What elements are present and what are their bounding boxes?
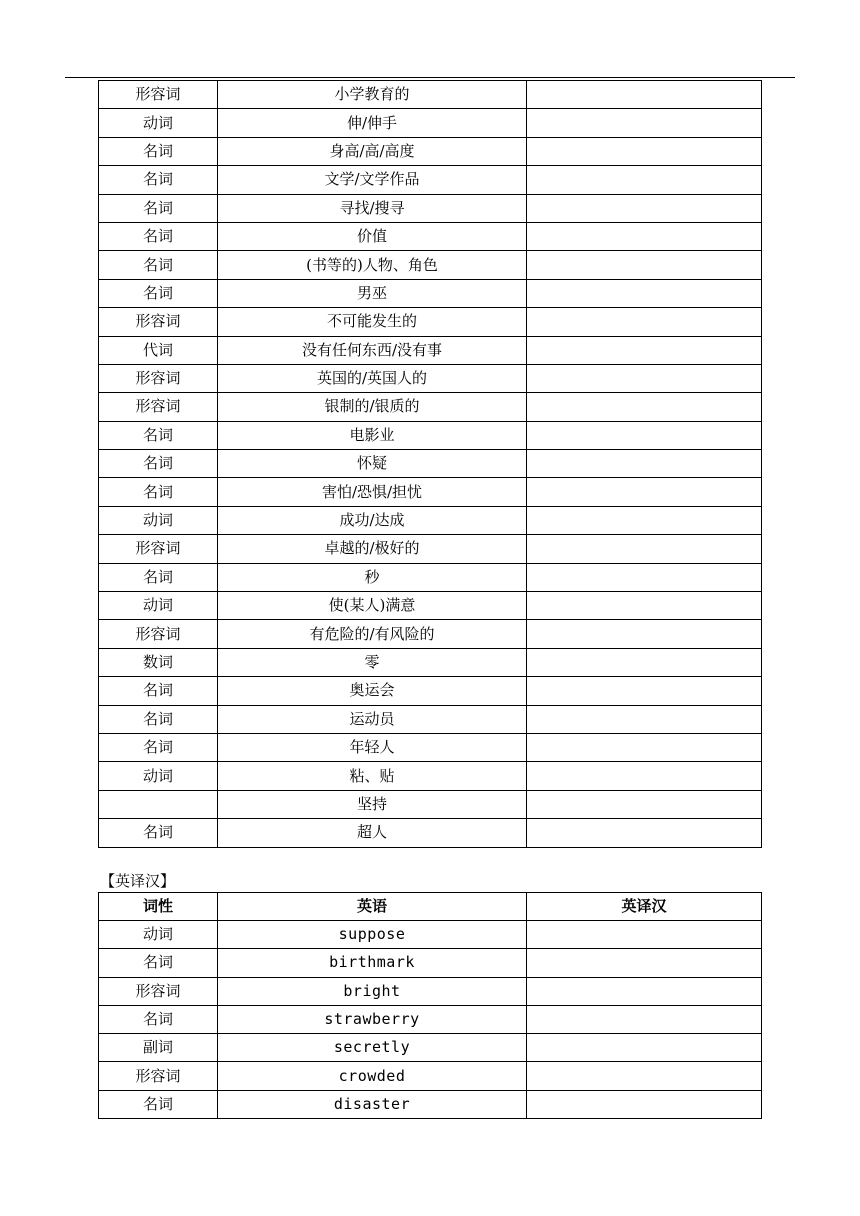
table-row [99,137,762,165]
part-of-speech-cell: 形容词 [99,393,218,421]
answer-cell[interactable] [527,620,762,648]
answer-cell[interactable] [527,1090,762,1118]
table-row [99,949,762,977]
part-of-speech-cell: 动词 [99,762,218,790]
answer-cell[interactable] [527,733,762,761]
table-row [99,819,762,847]
chinese-meaning-cell: 身高/高/高度 [218,137,527,165]
chinese-meaning-cell: 零 [218,648,527,676]
answer-cell[interactable] [527,450,762,478]
chinese-meaning-cell: 小学教育的 [218,81,527,109]
answer-cell[interactable] [527,166,762,194]
part-of-speech-cell: 名词 [99,733,218,761]
part-of-speech-cell: 形容词 [99,1062,218,1090]
part-of-speech-cell: 名词 [99,450,218,478]
english-word-cell: bright [218,977,527,1005]
chinese-meaning-cell: 年轻人 [218,733,527,761]
part-of-speech-cell: 动词 [99,109,218,137]
table-row [99,1005,762,1033]
chinese-meaning-cell: 伸/伸手 [218,109,527,137]
answer-cell[interactable] [527,819,762,847]
chinese-meaning-cell: 银制的/银质的 [218,393,527,421]
part-of-speech-cell: 名词 [99,563,218,591]
part-of-speech-cell: 形容词 [99,535,218,563]
answer-cell[interactable] [527,535,762,563]
table-row [99,648,762,676]
table-row [99,535,762,563]
answer-cell[interactable] [527,251,762,279]
chinese-meaning-cell: 有危险的/有风险的 [218,620,527,648]
chinese-meaning-cell: 坚持 [218,790,527,818]
answer-cell[interactable] [527,592,762,620]
table-row [99,478,762,506]
english-word-cell: crowded [218,1062,527,1090]
answer-cell[interactable] [527,364,762,392]
part-of-speech-cell: 名词 [99,705,218,733]
answer-cell[interactable] [527,705,762,733]
header-english: 英语 [218,893,527,921]
table-row [99,166,762,194]
part-of-speech-cell: 名词 [99,251,218,279]
english-word-cell: suppose [218,921,527,949]
answer-cell[interactable] [527,109,762,137]
part-of-speech-cell: 名词 [99,137,218,165]
chinese-meaning-cell: 使(某人)满意 [218,592,527,620]
table-row [99,393,762,421]
part-of-speech-cell: 名词 [99,1090,218,1118]
english-word-cell: disaster [218,1090,527,1118]
table-row [99,1034,762,1062]
answer-cell[interactable] [527,478,762,506]
part-of-speech-cell: 数词 [99,648,218,676]
chinese-meaning-cell: 秒 [218,563,527,591]
answer-cell[interactable] [527,921,762,949]
table-row [99,194,762,222]
chinese-meaning-cell: 价值 [218,222,527,250]
table-header-row [99,893,762,921]
answer-cell[interactable] [527,279,762,307]
part-of-speech-cell: 名词 [99,166,218,194]
part-of-speech-cell: 名词 [99,819,218,847]
table-row [99,977,762,1005]
chinese-meaning-cell: 没有任何东西/没有事 [218,336,527,364]
part-of-speech-cell: 名词 [99,421,218,449]
part-of-speech-cell: 名词 [99,222,218,250]
chinese-meaning-cell: 寻找/搜寻 [218,194,527,222]
table-row [99,620,762,648]
chinese-to-english-table [98,80,762,848]
chinese-meaning-cell: 电影业 [218,421,527,449]
chinese-meaning-cell: 粘、贴 [218,762,527,790]
table-row [99,705,762,733]
chinese-meaning-cell: 奥运会 [218,677,527,705]
part-of-speech-cell: 动词 [99,506,218,534]
answer-cell[interactable] [527,977,762,1005]
answer-cell[interactable] [527,393,762,421]
part-of-speech-cell: 名词 [99,677,218,705]
table-row [99,450,762,478]
chinese-meaning-cell: 英国的/英国人的 [218,364,527,392]
part-of-speech-cell: 名词 [99,279,218,307]
answer-cell[interactable] [527,336,762,364]
section-heading-english-to-chinese: 【英译汉】 [100,872,176,890]
table-row [99,308,762,336]
table-row [99,109,762,137]
answer-cell[interactable] [527,1034,762,1062]
answer-cell[interactable] [527,421,762,449]
english-word-cell: strawberry [218,1005,527,1033]
part-of-speech-cell: 形容词 [99,81,218,109]
answer-cell[interactable] [527,949,762,977]
chinese-meaning-cell: 运动员 [218,705,527,733]
answer-cell[interactable] [527,762,762,790]
table-row [99,251,762,279]
answer-cell[interactable] [527,1005,762,1033]
chinese-meaning-cell: 超人 [218,819,527,847]
table-row [99,762,762,790]
table-row [99,563,762,591]
answer-cell[interactable] [527,81,762,109]
table-row [99,222,762,250]
table-row [99,506,762,534]
english-to-chinese-table [98,892,762,1119]
answer-cell[interactable] [527,194,762,222]
answer-cell[interactable] [527,790,762,818]
part-of-speech-cell [99,790,218,818]
table-row [99,677,762,705]
answer-cell[interactable] [527,308,762,336]
header-rule [65,77,795,78]
table-row [99,421,762,449]
answer-cell[interactable] [527,563,762,591]
chinese-meaning-cell: 男巫 [218,279,527,307]
part-of-speech-cell: 形容词 [99,977,218,1005]
chinese-meaning-cell: 文学/文学作品 [218,166,527,194]
table-row [99,790,762,818]
table-row [99,921,762,949]
table-row [99,279,762,307]
part-of-speech-cell: 名词 [99,194,218,222]
part-of-speech-cell: 副词 [99,1034,218,1062]
chinese-meaning-cell: 卓越的/极好的 [218,535,527,563]
english-word-cell: birthmark [218,949,527,977]
part-of-speech-cell: 名词 [99,949,218,977]
english-word-cell: secretly [218,1034,527,1062]
part-of-speech-cell: 名词 [99,478,218,506]
chinese-meaning-cell: 成功/达成 [218,506,527,534]
answer-cell[interactable] [527,222,762,250]
part-of-speech-cell: 形容词 [99,364,218,392]
part-of-speech-cell: 代词 [99,336,218,364]
table-row [99,592,762,620]
table-row [99,81,762,109]
header-translation: 英译汉 [527,893,762,921]
part-of-speech-cell: 形容词 [99,620,218,648]
answer-cell[interactable] [527,677,762,705]
table-row [99,733,762,761]
answer-cell[interactable] [527,137,762,165]
chinese-meaning-cell: 不可能发生的 [218,308,527,336]
chinese-meaning-cell: 怀疑 [218,450,527,478]
table-row [99,1090,762,1118]
answer-cell[interactable] [527,648,762,676]
table-row [99,364,762,392]
part-of-speech-cell: 名词 [99,1005,218,1033]
part-of-speech-cell: 动词 [99,592,218,620]
chinese-meaning-cell: 害怕/恐惧/担忧 [218,478,527,506]
part-of-speech-cell: 形容词 [99,308,218,336]
answer-cell[interactable] [527,1062,762,1090]
part-of-speech-cell: 动词 [99,921,218,949]
chinese-meaning-cell: (书等的)人物、角色 [218,251,527,279]
table-row [99,1062,762,1090]
answer-cell[interactable] [527,506,762,534]
table-row [99,336,762,364]
header-pos: 词性 [99,893,218,921]
